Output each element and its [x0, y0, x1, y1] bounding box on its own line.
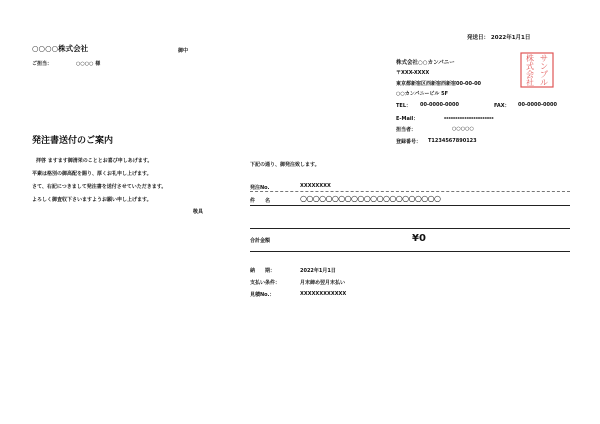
sender-email-label: E-Mail：	[396, 116, 419, 122]
subject-underline	[250, 205, 570, 206]
total-label: 合計金額	[250, 238, 271, 244]
letter-line-3: さて、右記につきまして発注書を送付させていただきます。	[32, 184, 167, 190]
sender-company: 株式会社○○カンパニー	[396, 60, 455, 66]
sender-reg-label: 登録番号：	[396, 139, 422, 145]
quote-label: 見積No.：	[250, 292, 275, 298]
letter-line-2: 平素は格別の御高配を賜り、厚くお礼申し上げます。	[32, 171, 152, 177]
recipient-contact-name: ○○○○ 様	[76, 61, 101, 67]
letter-line-4: よろしく御査収下さいますようお願い申し上げます。	[32, 197, 152, 203]
svg-text:ル: ル	[540, 78, 548, 87]
order-no-label: 発注No.	[250, 185, 270, 191]
letter-closing: 敬具	[193, 209, 204, 215]
payment-value: 月末締め翌月末払い	[300, 280, 346, 286]
sender-person-label: 担当者：	[396, 127, 417, 133]
order-no-divider	[250, 191, 570, 192]
delivery-value: 2022年1月1日	[300, 268, 336, 274]
letter-line-1: 拝啓 ますます御清栄のこととお喜び申しあげます。	[36, 158, 153, 164]
quote-value: XXXXXXXXXXXX	[300, 291, 347, 297]
sender-address2: ○○カンパニービル 5F	[396, 91, 449, 97]
order-no: XXXXXXXX	[300, 183, 331, 189]
total-bottom-line	[250, 251, 570, 252]
svg-text:サ: サ	[540, 54, 548, 63]
document-title: 発注書送付のご案内	[32, 136, 114, 146]
delivery-label: 納 期：	[250, 268, 276, 274]
issue-date: 発送日： 2022年1月1日	[467, 35, 531, 41]
recipient-contact-label: ご担当：	[32, 61, 53, 67]
sender-tel: 00-0000-0000	[420, 102, 459, 108]
sender-tel-label: TEL：	[396, 103, 412, 109]
recipient-company: ○○○○株式会社	[32, 44, 89, 53]
svg-text:株: 株	[526, 54, 534, 63]
svg-text:式: 式	[526, 62, 534, 71]
svg-text:会: 会	[526, 70, 534, 79]
sender-email: xxxxxxxxxxxxxxxxxxxxxx	[444, 116, 494, 120]
subject-value: ○○○○○○○○○○○○○○○○○○○○○○	[300, 194, 441, 203]
company-seal	[520, 52, 554, 88]
total-top-line	[250, 228, 570, 229]
sender-person: ○○○○○	[452, 126, 474, 132]
payment-label: 支払い条件：	[250, 280, 281, 286]
svg-text:社: 社	[526, 78, 534, 87]
order-intro: 下記の通り、御発注致します。	[250, 162, 320, 168]
sender-fax-label: FAX：	[494, 103, 510, 109]
total-amount: ¥0	[412, 233, 426, 244]
svg-text:ン: ン	[540, 62, 548, 71]
sender-postal: 〒XXX-XXXX	[396, 70, 430, 76]
sender-fax: 00-0000-0000	[518, 102, 557, 108]
sender-address1: 東京都新宿区西新宿西新宿00-00-00	[396, 81, 482, 87]
recipient-honorific: 御中	[178, 48, 189, 54]
subject-label: 件 名	[250, 198, 271, 204]
svg-text:プ: プ	[540, 70, 548, 79]
sender-reg-number: T1234567890123	[428, 138, 477, 144]
